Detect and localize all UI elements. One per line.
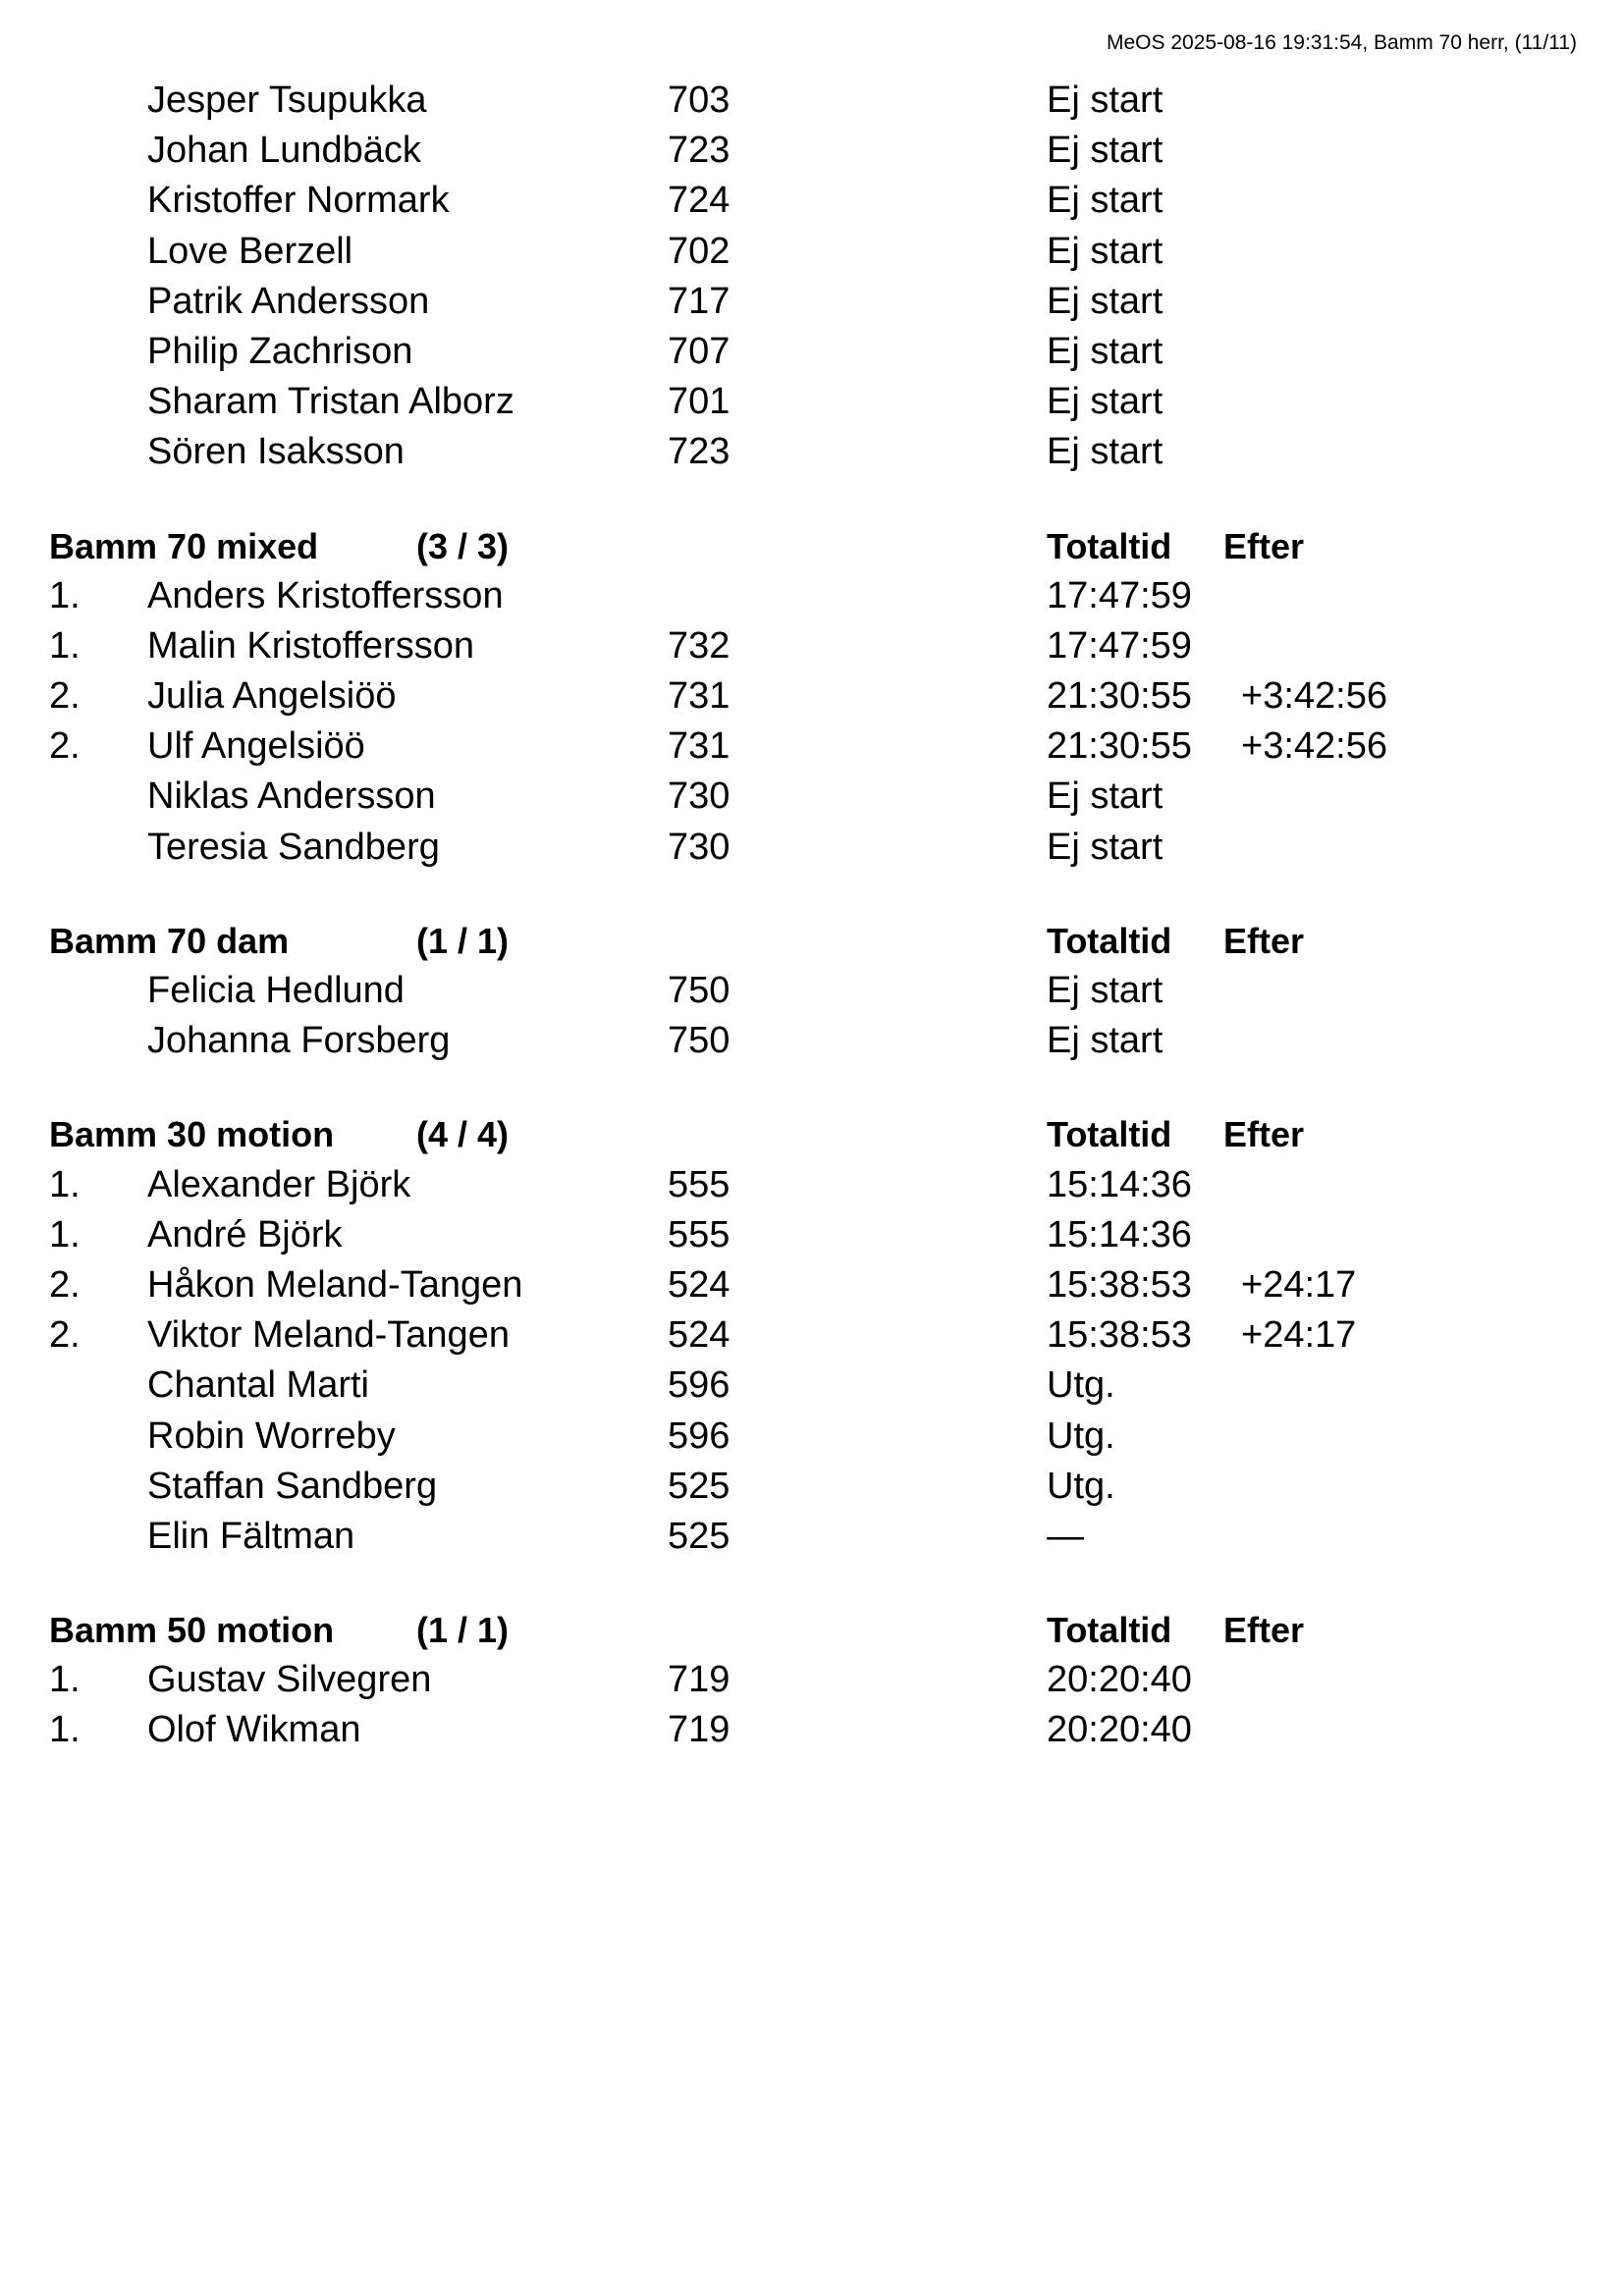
total-time: Ej start [1047, 280, 1164, 322]
competitor-name: Philip Zachrison [147, 330, 413, 372]
result-row [0, 1512, 1624, 1562]
class-count: (1 / 1) [416, 920, 510, 961]
result-row [0, 621, 1624, 671]
result-row [0, 966, 1624, 1016]
class-header [0, 1109, 1624, 1159]
bib-number: 525 [668, 1515, 731, 1557]
continued-class-rows [0, 76, 1624, 478]
result-row [0, 823, 1624, 873]
result-row [0, 1412, 1624, 1462]
competitor-name: Staffan Sandberg [147, 1465, 438, 1507]
results-list [0, 76, 1624, 1756]
result-row [0, 1210, 1624, 1260]
bib-number: 730 [668, 826, 731, 868]
place-cell: 2. [49, 1263, 81, 1306]
class-name: Bamm 70 dam [49, 920, 290, 961]
competitor-name: Olof Wikman [147, 1709, 361, 1751]
time-after-header: Efter [1223, 1610, 1305, 1651]
result-row [0, 1310, 1624, 1361]
result-row [0, 1016, 1624, 1066]
result-row [0, 126, 1624, 176]
bib-number: 703 [668, 80, 731, 121]
total-time: 15:38:53 [1047, 1263, 1192, 1306]
total-time: Ej start [1047, 826, 1164, 868]
bib-number: 524 [668, 1314, 731, 1357]
bib-number: 717 [668, 280, 731, 322]
competitor-name: Kristoffer Normark [147, 180, 450, 222]
time-after-header: Efter [1223, 920, 1305, 961]
bib-number: 555 [668, 1213, 731, 1255]
competitor-name: Anders Kristoffersson [147, 574, 504, 616]
time-after: +24:17 [1241, 1263, 1357, 1306]
total-time-header: Totaltid [1047, 525, 1172, 566]
result-row [0, 1655, 1624, 1705]
place-cell: 1. [49, 1163, 81, 1205]
result-row [0, 1705, 1624, 1755]
result-row [0, 1160, 1624, 1210]
bib-number: 596 [668, 1364, 731, 1407]
competitor-name: Jesper Tsupukka [147, 80, 427, 121]
total-time: Ej start [1047, 431, 1164, 473]
class-section [0, 916, 1624, 1067]
total-time: 20:20:40 [1047, 1659, 1192, 1701]
result-row [0, 1260, 1624, 1310]
bib-number: 707 [668, 330, 731, 372]
total-time: Ej start [1047, 381, 1164, 423]
result-row [0, 76, 1624, 126]
page-header-meta: MeOS 2025-08-16 19:31:54, Bamm 70 herr, (11/11) [1107, 31, 1577, 54]
bib-number: 701 [668, 381, 731, 423]
total-time: Ej start [1047, 230, 1164, 272]
competitor-name: Johanna Forsberg [147, 1020, 451, 1062]
total-time: Ej start [1047, 970, 1164, 1011]
total-time: Ej start [1047, 180, 1164, 222]
competitor-name: Felicia Hedlund [147, 970, 405, 1011]
result-row [0, 227, 1624, 277]
competitor-name: Håkon Meland-Tangen [147, 1263, 523, 1306]
total-time: Utg. [1047, 1364, 1115, 1407]
total-time: Ej start [1047, 130, 1164, 172]
place-cell: 2. [49, 1314, 81, 1357]
competitor-name: Elin Fältman [147, 1515, 355, 1557]
class-header [0, 1605, 1624, 1655]
place-cell: 1. [49, 624, 81, 667]
bib-number: 723 [668, 431, 731, 473]
time-after: +24:17 [1241, 1314, 1357, 1357]
bib-number: 731 [668, 725, 731, 768]
competitor-name: Malin Kristoffersson [147, 624, 474, 667]
total-time: 21:30:55 [1047, 675, 1192, 718]
bib-number: 702 [668, 230, 731, 272]
result-row [0, 1462, 1624, 1512]
class-count: (3 / 3) [416, 525, 510, 566]
competitor-name: Viktor Meland-Tangen [147, 1314, 510, 1357]
section-spacer [0, 478, 1624, 521]
total-time: 15:38:53 [1047, 1314, 1192, 1357]
total-time: 15:14:36 [1047, 1213, 1192, 1255]
result-row [0, 571, 1624, 621]
bib-number: 555 [668, 1163, 731, 1205]
bib-number: 731 [668, 675, 731, 718]
class-section [0, 1109, 1624, 1562]
class-section [0, 1605, 1624, 1756]
bib-number: 525 [668, 1465, 731, 1507]
total-time: — [1047, 1515, 1084, 1557]
bib-number: 723 [668, 130, 731, 172]
result-row [0, 772, 1624, 822]
competitor-name: Teresia Sandberg [147, 826, 440, 868]
class-name: Bamm 50 motion [49, 1610, 335, 1651]
bib-number: 750 [668, 1020, 731, 1062]
result-row [0, 277, 1624, 327]
time-after: +3:42:56 [1241, 675, 1387, 718]
competitor-name: Sharam Tristan Alborz [147, 381, 514, 423]
total-time-header: Totaltid [1047, 920, 1172, 961]
competitor-name: Robin Worreby [147, 1415, 396, 1457]
bib-number: 596 [668, 1415, 731, 1457]
bib-number: 524 [668, 1263, 731, 1306]
time-after-header: Efter [1223, 525, 1305, 566]
total-time: Utg. [1047, 1415, 1115, 1457]
place-cell: 2. [49, 675, 81, 718]
section-spacer [0, 1562, 1624, 1605]
time-after: +3:42:56 [1241, 725, 1387, 768]
total-time: 17:47:59 [1047, 624, 1192, 667]
total-time-header: Totaltid [1047, 1114, 1172, 1155]
place-cell: 2. [49, 725, 81, 768]
result-row [0, 327, 1624, 377]
total-time: 17:47:59 [1047, 574, 1192, 616]
competitor-name: André Björk [147, 1213, 343, 1255]
competitor-name: Johan Lundbäck [147, 130, 421, 172]
total-time: 20:20:40 [1047, 1709, 1192, 1751]
competitor-name: Gustav Silvegren [147, 1659, 432, 1701]
result-row [0, 427, 1624, 477]
result-row [0, 377, 1624, 427]
bib-number: 750 [668, 970, 731, 1011]
section-spacer [0, 1066, 1624, 1109]
class-header [0, 521, 1624, 571]
class-header [0, 916, 1624, 966]
place-cell: 1. [49, 1709, 81, 1751]
total-time: Ej start [1047, 330, 1164, 372]
time-after-header: Efter [1223, 1114, 1305, 1155]
total-time: 15:14:36 [1047, 1163, 1192, 1205]
class-count: (4 / 4) [416, 1114, 510, 1155]
class-name: Bamm 30 motion [49, 1114, 335, 1155]
place-cell: 1. [49, 574, 81, 616]
total-time: Ej start [1047, 80, 1164, 121]
result-row [0, 1361, 1624, 1411]
bib-number: 732 [668, 624, 731, 667]
bib-number: 719 [668, 1709, 731, 1751]
total-time-header: Totaltid [1047, 1610, 1172, 1651]
class-name: Bamm 70 mixed [49, 525, 319, 566]
section-spacer [0, 873, 1624, 916]
total-time: 21:30:55 [1047, 725, 1192, 768]
total-time: Ej start [1047, 775, 1164, 818]
result-row [0, 721, 1624, 772]
place-cell: 1. [49, 1659, 81, 1701]
competitor-name: Alexander Björk [147, 1163, 411, 1205]
competitor-name: Ulf Angelsiöö [147, 725, 365, 768]
class-count: (1 / 1) [416, 1610, 510, 1651]
total-time: Ej start [1047, 1020, 1164, 1062]
result-row [0, 671, 1624, 721]
bib-number: 719 [668, 1659, 731, 1701]
place-cell: 1. [49, 1213, 81, 1255]
bib-number: 724 [668, 180, 731, 222]
competitor-name: Niklas Andersson [147, 775, 436, 818]
competitor-name: Julia Angelsiöö [147, 675, 397, 718]
bib-number: 730 [668, 775, 731, 818]
total-time: Utg. [1047, 1465, 1115, 1507]
result-row [0, 176, 1624, 226]
competitor-name: Patrik Andersson [147, 280, 430, 322]
competitor-name: Love Berzell [147, 230, 353, 272]
competitor-name: Chantal Marti [147, 1364, 369, 1407]
competitor-name: Sören Isaksson [147, 431, 405, 473]
class-section [0, 521, 1624, 873]
